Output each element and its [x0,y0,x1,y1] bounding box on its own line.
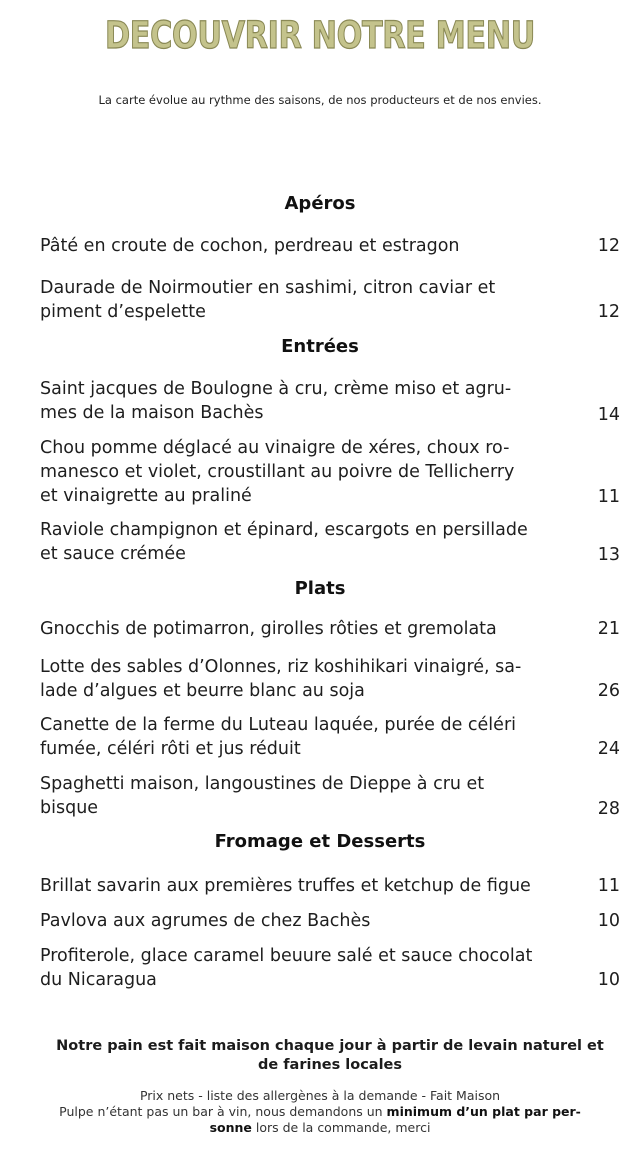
item-price: 10 [597,970,620,990]
section-title-aperos: Apéros [284,193,356,214]
policy-text-before: Pulpe n’étant pas un bar à vin, nous demandons un [59,1104,387,1119]
policy-text-after: lors de la commande, merci [251,1120,431,1135]
item-price: 12 [597,236,620,256]
item-name: Pavlova aux agrumes de chez Bachès [40,911,371,931]
section-title-plats: Plats [294,578,346,599]
item-price: 21 [597,619,620,639]
section-title-desserts: Fromage et Desserts [214,831,426,852]
item-name: Chou pomme déglacé au vinaigre de xéres, choux ro- manesco et violet, croustillant au poivre de Tellicherry et vinaigrette au praliné [40,438,515,506]
policy-note [30,1104,610,1136]
bread-note: Notre pain est fait maison chaque jour à partir de levain naturel et de farines locales [56,1038,604,1073]
menu-title: DECOUVRIR NOTRE MENU [105,14,535,57]
item-name: Brillat savarin aux premières truffes et ketchup de figue [40,876,531,896]
item-price: 13 [597,545,620,565]
menu-tagline: La carte évolue au rythme des saisons, de nos producteurs et de nos envies. [98,93,542,107]
item-name: Saint jacques de Boulogne à cru, crème miso et agru- mes de la maison Bachès [40,379,512,423]
item-price: 14 [597,405,620,425]
item-name: Daurade de Noirmoutier en sashimi, citron caviar et piment d’espelette [40,278,496,322]
item-price: 12 [597,302,620,322]
item-price: 10 [597,911,620,931]
item-name: Raviole champignon et épinard, escargots en persillade et sauce crémée [40,520,528,564]
item-price: 11 [597,487,620,507]
item-name: Canette de la ferme du Luteau laquée, purée de céléri fumée, céléri rôti et jus réduit [40,715,516,759]
item-name: Spaghetti maison, langoustines de Dieppe à cru et bisque [40,774,485,818]
item-name: Profiterole, glace caramel beuure salé et sauce chocolat du Nicaragua [40,946,533,990]
item-price: 11 [597,876,620,896]
item-name: Lotte des sables d’Olonnes, riz koshihikari vinaigré, sa- lade d’algues et beurre blanc au soja [40,657,522,701]
item-price: 28 [597,799,620,819]
item-price: 24 [597,739,620,759]
item-name: Gnocchis de potimarron, girolles rôties et gremolata [40,619,497,639]
section-title-entrees: Entrées [281,336,359,357]
item-name: Pâté en croute de cochon, perdreau et estragon [40,236,460,256]
policy-text-bold: minimum d’un plat par per- sonne [209,1104,581,1135]
info-line: Prix nets - liste des allergènes à la demande - Fait Maison [139,1088,501,1103]
item-price: 26 [597,681,620,701]
